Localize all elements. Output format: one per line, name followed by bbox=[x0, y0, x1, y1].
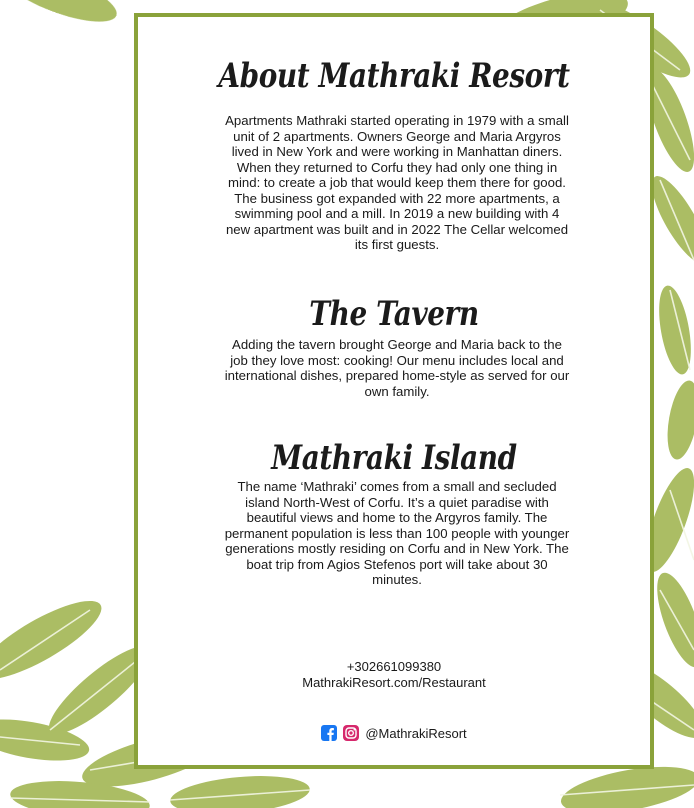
website-link[interactable]: MathrakiResort.com/Restaurant bbox=[302, 675, 486, 690]
section-title-island: Mathraki Island bbox=[271, 438, 517, 478]
instagram-icon[interactable] bbox=[343, 725, 359, 741]
page-content bbox=[138, 17, 650, 765]
section-title-about: About Mathraki Resort bbox=[218, 56, 570, 96]
section-title-tavern: The Tavern bbox=[309, 294, 479, 334]
section-body-about: Apartments Mathraki started operating in 1979 with a small unit of 2 apartments. Owners George and Maria Argyros lived in New York and were working in Manhattan diners. When they returned to Corfu they had only one thing in mind: to create a job that would keep them there for good. The business got expanded with 22 more apartments, a swimming pool and a mill. In 2019 a new building with 4 new apartment was built and in 2022 The Cellar welcomed its first guests. bbox=[225, 113, 569, 252]
facebook-icon[interactable] bbox=[321, 725, 337, 741]
social-row bbox=[138, 725, 650, 741]
phone-number: +302661099380 bbox=[346, 659, 442, 674]
social-handle[interactable]: @MathrakiResort bbox=[365, 725, 467, 741]
content-frame bbox=[134, 13, 654, 769]
section-body-tavern: Adding the tavern brought George and Maria back to the job they love most: cooking! Our menu includes local and international dishes, prepared home-style as served for our own family. bbox=[224, 337, 570, 399]
section-body-island: The name ‘Mathraki’ comes from a small and secluded island North-West of Corfu. It’s a quiet paradise with beautiful views and home to the Argyros family. The permanent population is less than 100 people with younger generations mostly residing on Corfu and in New York. The boat trip from Agios Stefenos port will take about 30 minutes. bbox=[224, 479, 570, 587]
